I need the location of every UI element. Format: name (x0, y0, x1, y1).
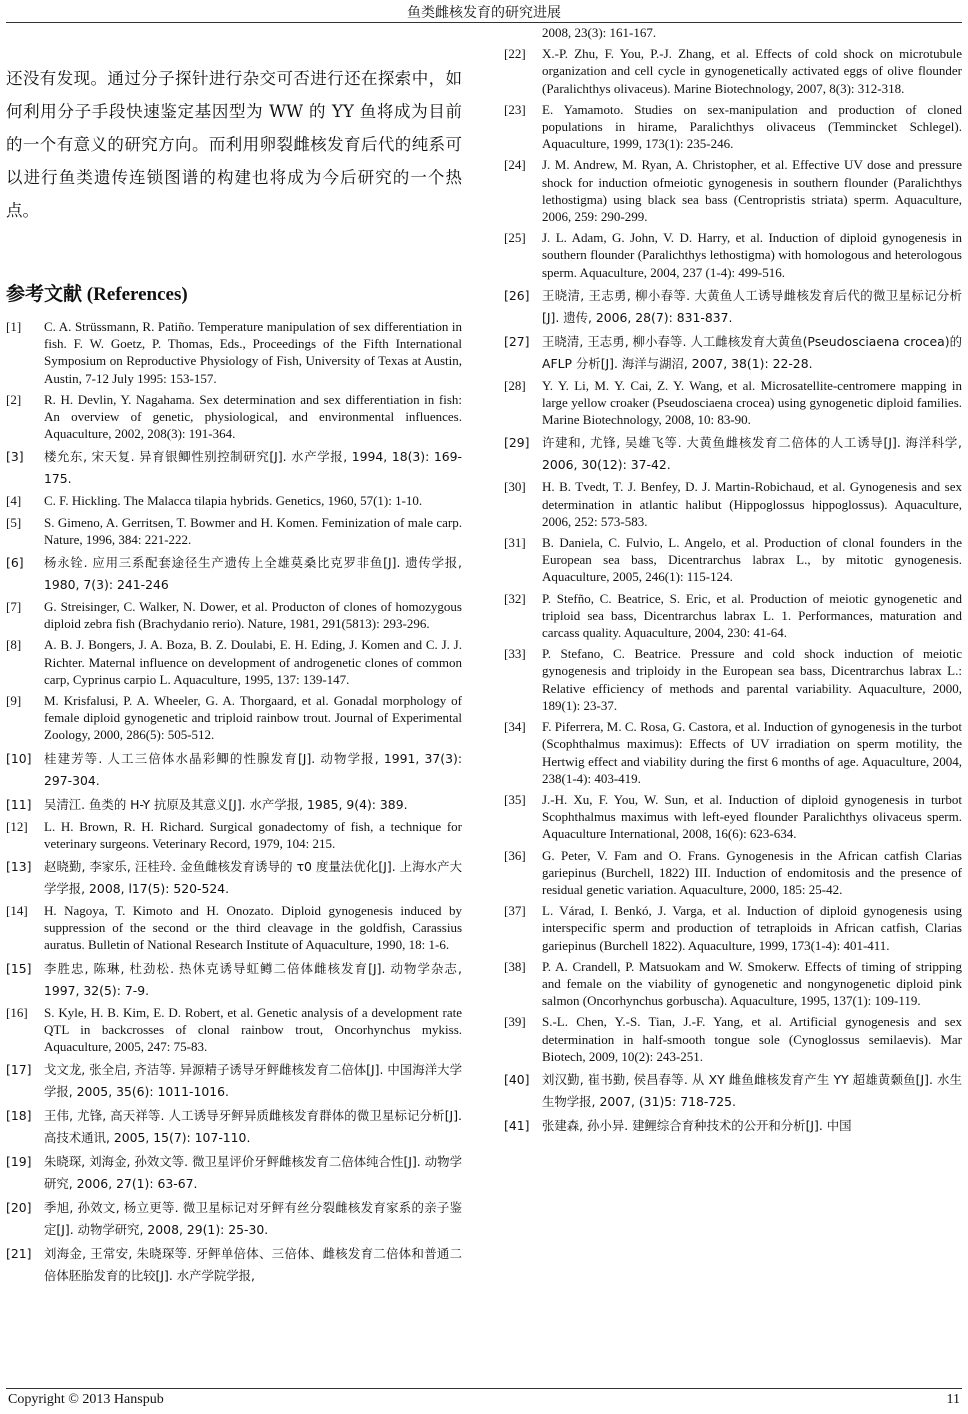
reference-item (6, 1059, 462, 1103)
left-column (6, 62, 462, 1289)
reference-item (6, 1243, 462, 1287)
reference-text: E. Yamamoto. Studies on sex-manipulation and production of cloned populations in hirame, Paralichthys olivaceus (Temmincket Schlegel). Aquaculture, 1999, 173(1): 235-246. (542, 101, 962, 152)
references-heading-cn: 参考文献 (6, 283, 83, 305)
reference-number: [28] (504, 377, 526, 393)
reference-item (6, 856, 462, 900)
reference-item (504, 791, 962, 843)
reference-item (6, 514, 462, 548)
reference-item (504, 590, 962, 642)
reference-item (6, 1197, 462, 1241)
reference-text: 楼允东, 宋天复. 异育银鲫性别控制研究[J]. 水产学报, 1994, 18(3): 169-175. (44, 449, 462, 487)
reference-text: M. Krisfalusi, P. A. Wheeler, G. A. Thorgaard, et al. Gonadal morphology of female diploid gynogenetic and triploid rainbow trout. Journal of Experimental Zoology, 2000, 286(5): 505-512. (44, 693, 462, 743)
references-heading-en: (References) (82, 284, 188, 305)
reference-item (504, 902, 962, 954)
reference-text: S. Kyle, H. B. Kim, E. D. Robert, et al. Genetic analysis of a development rate QTL in backcrosses of clonal rainbow trout, Oncorhynchus mykiss. Aquaculture, 2005, 247: 75-83. (44, 1004, 462, 1055)
reference-item (6, 902, 462, 954)
reference-text: R. H. Devlin, Y. Nagahama. Sex determination and sex differentiation in fish: An overview of genetic, physiological, and environmental influences. Aquaculture, 2002, 208(3): 191-364. (44, 391, 462, 442)
reference-item (504, 156, 962, 225)
reference-text: 2008, 23(3): 161-167. (542, 25, 657, 40)
reference-number: [27] (504, 333, 530, 349)
references-heading (6, 279, 462, 306)
reference-item (6, 552, 462, 596)
right-column (504, 24, 962, 1139)
reference-item (6, 598, 462, 632)
reference-text: P. Stefño, C. Beatrice, S. Eric, et al. Production of meiotic gynogenetic and triploid sea bass, Dicentrarchus labrax L. 1. Performances, maturation and carcass quality. Aquaculture, 2004, 230: 41-64. (542, 590, 962, 641)
reference-number: [1] (6, 319, 22, 334)
reference-number: [39] (504, 1014, 526, 1030)
reference-number: [4] (6, 493, 22, 509)
reference-item (504, 45, 962, 97)
copyright-notice: Copyright © 2013 Hanspub (8, 1392, 164, 1407)
intro-paragraph: 还没有发现。通过分子探针进行杂交可否进行还在探索中，如何利用分子手段快速鉴定基因型为 WW 的 YY 鱼将成为目前的一个有意义的研究方向。而利用卵裂雌核发育后代的纯系可以进行鱼类遗传连锁图谱的构建也将成为今后研究的一个热点。 (6, 69, 462, 220)
reference-text: 季旭, 孙效文, 杨立更等. 微卫星标记对牙鲆有丝分裂雌核发育家系的亲子鉴定[J]. 动物学研究, 2008, 29(1): 25-30. (44, 1200, 462, 1238)
reference-text: X.-P. Zhu, F. You, P.-J. Zhang, et al. Effects of cold shock on microtubule organization and cell cycle in gynogenetically activated eggs of olive flounder (Paralichthys olivaceus). Marine Biotechnology, 2007, 8(3): 312-318. (542, 46, 962, 96)
reference-number: [26] (504, 287, 530, 303)
reference-number: [31] (504, 535, 526, 551)
reference-item (6, 636, 462, 688)
reference-text: 杨永铨. 应用三系配套途径生产遗传上全雄莫桑比克罗非鱼[J]. 遗传学报, 1980, 7(3): 241-246 (44, 555, 462, 593)
running-header: 鱼类雌核发育的研究进展 (407, 5, 561, 21)
reference-list-left (6, 318, 462, 1287)
reference-item (504, 229, 962, 281)
reference-text: 桂建芳等. 人工三倍体水晶彩鲫的性腺发育[J]. 动物学报, 1991, 37(3): 297-304. (44, 750, 462, 788)
reference-item (504, 847, 962, 899)
reference-item (504, 718, 962, 787)
reference-text: B. Daniela, C. Fulvio, L. Angelo, et al. Production of clonal founders in the European sea bass, Dicentrarchus labrax L., by mitotic gynogenesis. Aquaculture, 2005, 246(1): 115-124. (542, 535, 962, 585)
reference-number: [37] (504, 903, 526, 919)
reference-text: 王伟, 尤锋, 高天祥等. 人工诱导牙鲆异质雌核发育群体的微卫星标记分析[J]. 高技术通讯, 2005, 15(7): 107-110. (44, 1108, 462, 1146)
reference-text: Y. Y. Li, M. Y. Cai, Z. Y. Wang, et al. Microsatellite-centromere mapping in large yellow croaker (Pseudosciaena crocea) using gynogenetic diploid families. Marine Biotechnology, 2008, 10: 83-90. (542, 377, 962, 428)
reference-item (504, 958, 962, 1010)
reference-number: [5] (6, 514, 22, 530)
reference-text: 刘汉勤, 崔书勤, 侯昌春等. 从 XY 雌鱼雌核发育产生 YY 超雄黄颡鱼[J]. 水生生物学报, 2007, (31)5: 718-725. (542, 1071, 962, 1109)
reference-text: J. L. Adam, G. John, V. D. Harry, et al. Induction of diploid gynogenesis in southern flounder (Paralichthys lethostigma) with homologous and heterologous sperm. Aquaculture, 2004, 237 (1-4): 499-516. (542, 230, 962, 280)
reference-text: C. F. Hickling. The Malacca tilapia hybrids. Genetics, 1960, 57(1): 1-10. (44, 493, 423, 509)
reference-text: 戈文龙, 张全启, 齐洁等. 异源精子诱导牙鲆雌核发育二倍体[J]. 中国海洋大学学报, 2005, 35(6): 1011-1016. (44, 1062, 462, 1100)
reference-text: A. B. J. Bongers, J. A. Boza, B. Z. Doulabi, E. H. Eding, J. Komen and C. J. J. Richter. Maternal influence on development of androgenetic clones of common carp, Cyprinus carpio L. Aquaculture, 1995, 137: 139-147. (44, 637, 462, 687)
reference-number: [21] (6, 1246, 32, 1262)
reference-number: [17] (6, 1062, 32, 1078)
page-number: 11 (946, 1392, 960, 1407)
reference-item (504, 478, 962, 530)
reference-number: [9] (6, 693, 22, 709)
reference-text: 朱晓琛, 刘海金, 孙效文等. 微卫星评价牙鲆雌核发育二倍体纯合性[J]. 动物学研究, 2006, 27(1): 63-67. (44, 1154, 462, 1192)
reference-text: S.-L. Chen, Y.-S. Tian, J.-F. Yang, et al. Artificial gynogenesis and sex determination in half-smooth tongue sole (Cynoglossus semilaevis). Mar Biotech, 2009, 10(2): 243-251. (542, 1014, 962, 1064)
reference-text: H. B. Tvedt, T. J. Benfey, D. J. Martin-Robichaud, et al. Gynogenesis and sex determination in atlantic halibut (Hippoglossus hippoglossus). Aquaculture, 2006, 252: 573-583. (542, 479, 962, 529)
reference-text: G. Streisinger, C. Walker, N. Dower, et al. Producton of clones of homozygous diploid zebra fish (Brachydanio rerio). Nature, 1981, 291(5813): 293-296. (44, 599, 462, 632)
reference-number: [35] (504, 791, 526, 807)
reference-item (504, 1069, 962, 1113)
reference-item (6, 1151, 462, 1195)
reference-text: 李胜忠, 陈琳, 杜劲松. 热休克诱导虹鳟二倍体雌核发育[J]. 动物学杂志, 1997, 32(5): 7-9. (44, 960, 462, 998)
reference-item (504, 432, 962, 476)
reference-number: [2] (6, 391, 22, 407)
reference-number: [7] (6, 599, 22, 615)
reference-number: [29] (504, 435, 530, 451)
reference-number: [33] (504, 646, 526, 662)
reference-number: [10] (6, 750, 32, 766)
reference-text: L. Várad, I. Benkó, J. Varga, et al. Induction of diploid gynogenesis using interspecific sperm and production of tetraploids in African catfish, Clarias gariepinus (Burchell 1822). Aquaculture, 1999, 173(1-4): 401-411. (542, 903, 962, 953)
reference-text: P. A. Crandell, P. Matsuokam and W. Smokerw. Effects of timing of stripping and female on the viability of gynogenetic and nongynogenetic diploid pink salmon (Oncorhynchus gorbuscha). Aquaculture, 1995, 137(1): 109-119. (542, 958, 962, 1009)
reference-item (504, 377, 962, 429)
reference-item (504, 24, 962, 41)
reference-item (504, 101, 962, 153)
reference-text: 许建和, 尤锋, 吴雄飞等. 大黄鱼雌核发育二倍体的人工诱导[J]. 海洋科学, 2006, 30(12): 37-42. (542, 435, 962, 473)
reference-item (6, 391, 462, 443)
reference-text: 张建森, 孙小异. 建鲤综合育种技术的公开和分析[J]. 中国 (542, 1117, 852, 1133)
reference-text: J. M. Andrew, M. Ryan, A. Christopher, et al. Effective UV dose and pressure shock for induction ofmeiotic gynogenesis in southern flounder (Paralichthys lethostigma) using black sea bass (Centropristis striata) sperm. Aquaculture, 2006, 259: 290-299. (542, 157, 962, 225)
reference-text: H. Nagoya, T. Kimoto and H. Onozato. Diploid gynogenesis induced by suppression of the second or the third cleavage in the goldfish, Carassius auratus. Bulletin of National Research Institute of Aquaculture, 1990, 18: 1-6. (44, 903, 462, 953)
reference-number: [18] (6, 1108, 32, 1124)
reference-number: [16] (6, 1004, 28, 1020)
reference-text: 刘海金, 王常安, 朱晓琛等. 牙鲆单倍体、三倍体、雌核发育二倍体和普通二倍体胚胎发育的比较[J]. 水产学院学报, (44, 1246, 462, 1284)
reference-text: S. Gimeno, A. Gerritsen, T. Bowmer and H. Komen. Feminization of male carp. Nature, 1996, 384: 221-222. (44, 514, 462, 547)
reference-item (6, 692, 462, 744)
reference-number: [6] (6, 555, 24, 571)
reference-number: [38] (504, 958, 526, 974)
reference-number: [14] (6, 903, 28, 919)
reference-item (6, 446, 462, 490)
reference-number: [11] (6, 796, 32, 812)
reference-number: [22] (504, 46, 526, 62)
reference-item (6, 318, 462, 387)
reference-number: [36] (504, 847, 526, 863)
reference-item (504, 1115, 962, 1137)
reference-item (6, 958, 462, 1002)
reference-item (504, 534, 962, 586)
reference-number: [24] (504, 157, 526, 173)
reference-text: P. Stefano, C. Beatrice. Pressure and cold shock induction of meiotic gynogenesis and triploidy in the European sea bass, Dicentrarchus labrax L.: Relative efficiency of methods and parental variability. Aquaculture, 2000, 189(1): 23-37. (542, 646, 962, 713)
reference-item (504, 645, 962, 714)
reference-item (6, 748, 462, 792)
reference-text: 赵晓勤, 李家乐, 汪桂玲. 金鱼雌核发育诱导的 τ0 度量法优化[J]. 上海水产大学学报, 2008, l17(5): 520-524. (44, 859, 462, 897)
reference-number: [32] (504, 590, 526, 606)
reference-number: [19] (6, 1154, 32, 1170)
reference-item (504, 331, 962, 375)
reference-number: [3] (6, 449, 24, 465)
reference-number: [25] (504, 230, 526, 246)
reference-text: F. Piferrera, M. C. Rosa, G. Castora, et al. Induction of gynogenesis in the turbot (Scophthalmus maximus): Effects of UV irradiation on sperm motility, the Hertwig effect and viability during the first 6 months of age. Aquaculture, 2004, 238(1-4): 403-419. (542, 719, 962, 786)
reference-number: [40] (504, 1071, 530, 1087)
reference-item (504, 1013, 962, 1065)
reference-text: C. A. Strüssmann, R. Patiño. Temperature manipulation of sex differentiation in fish. F. W. Goetz, P. Thomas, Eds., Proceedings of the Fifth International Symposium on Reproductive Physiology of Fish, University of Texas at Austin, Austin, 7-12 July 1995: 153-157. (44, 319, 462, 386)
reference-number: [15] (6, 960, 32, 976)
reference-text: 吴清江. 鱼类的 H-Y 抗原及其意义[J]. 水产学报, 1985, 9(4): 389. (44, 796, 408, 812)
reference-number: [41] (504, 1117, 530, 1133)
reference-number: [8] (6, 637, 22, 653)
reference-item (6, 818, 462, 852)
reference-text: J.-H. Xu, F. You, W. Sun, et al. Induction of diploid gynogenesis in turbot Scophthalmus maximus with left-eyed flounder Paralichthys olivaceus sperm. Aquaculture International, 2008, 16(6): 623-634. (542, 791, 962, 842)
reference-text: G. Peter, V. Fam and O. Frans. Gynogenesis in the African catfish Clarias gariepinus (Burchell, 1822) III. Induction of endomitosis and the presence of residual genetic variation. Aquaculture, 2000, 185: 25-42. (542, 847, 962, 897)
reference-item (6, 794, 462, 816)
reference-number: [34] (504, 719, 526, 735)
header-rule (6, 22, 962, 23)
reference-text: L. H. Brown, R. H. Richard. Surgical gonadectomy of fish, a technique for veterinary surgeons. Veterinary Record, 1979, 104: 215. (44, 818, 462, 851)
reference-item (6, 492, 462, 509)
footer-rule (6, 1388, 962, 1389)
reference-number: [23] (504, 101, 526, 117)
reference-list-right (504, 24, 962, 1137)
reference-number: [30] (504, 479, 526, 495)
reference-text: 王晓清, 王志勇, 柳小春等. 人工雌核发育大黄鱼(Pseudosciaena crocea)的 AFLP 分析[J]. 海洋与湖沼, 2007, 38(1): 22-28. (542, 333, 962, 371)
reference-item (6, 1105, 462, 1149)
reference-text: 王晓清, 王志勇, 柳小春等. 大黄鱼人工诱导雌核发育后代的微卫星标记分析[J]. 遗传, 2006, 28(7): 831-837. (542, 287, 962, 325)
reference-item (6, 1004, 462, 1056)
reference-number: [13] (6, 859, 32, 875)
reference-number: [12] (6, 818, 28, 834)
reference-item (504, 285, 962, 329)
reference-number: [20] (6, 1200, 32, 1216)
